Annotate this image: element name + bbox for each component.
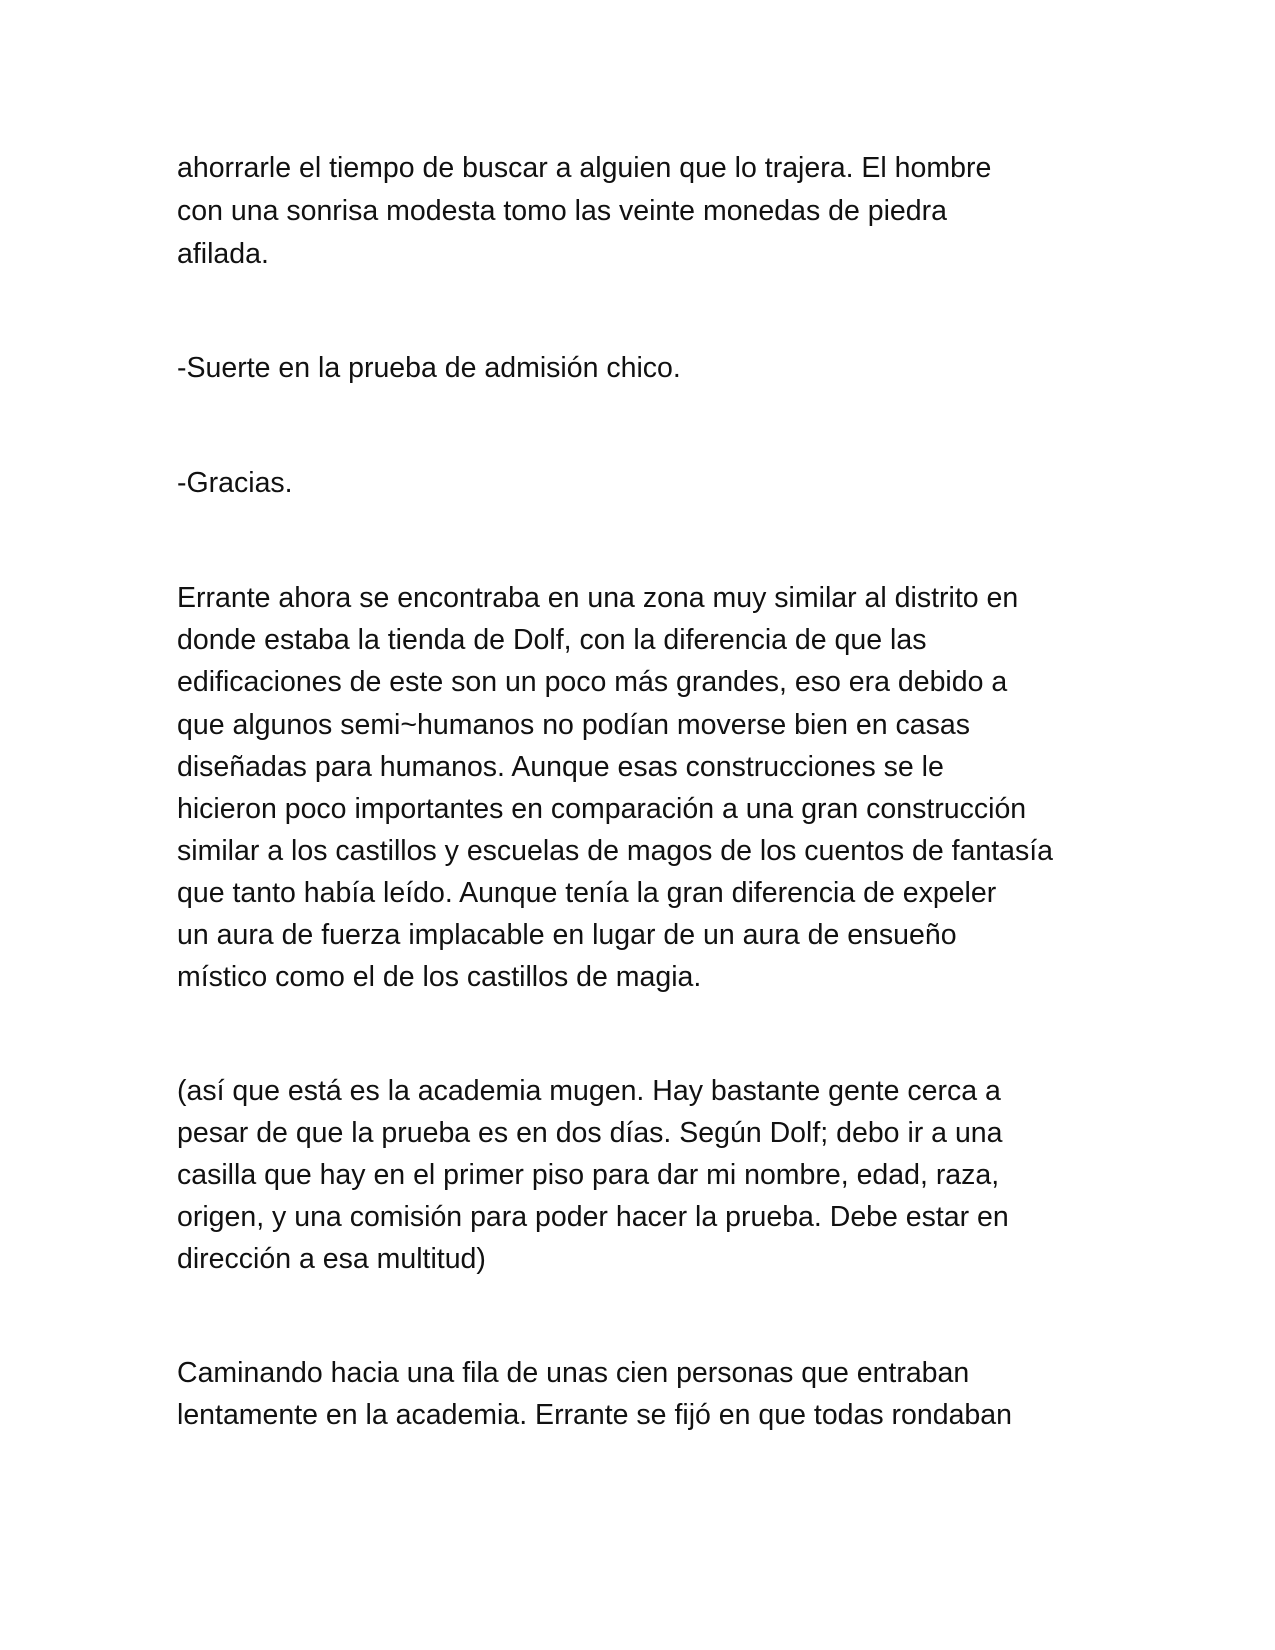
paragraph-line: que algunos semi~humanos no podían moverse bien en casas bbox=[177, 709, 970, 741]
paragraph-line: hicieron poco importantes en comparación a una gran construcción bbox=[177, 793, 1027, 825]
paragraph-line: casilla que hay en el primer piso para dar mi nombre, edad, raza, bbox=[177, 1159, 1000, 1191]
paragraph-line: (así que está es la academia mugen. Hay bastante gente cerca a bbox=[177, 1075, 1001, 1107]
paragraph-line: místico como el de los castillos de magia. bbox=[177, 961, 702, 993]
paragraph-line: lentamente en la academia. Errante se fijó en que todas rondaban bbox=[177, 1399, 1012, 1431]
dialogue-line: -Gracias. bbox=[177, 467, 293, 499]
paragraph-line: edificaciones de este son un poco más grandes, eso era debido a bbox=[177, 666, 1008, 698]
paragraph-line: Errante ahora se encontraba en una zona muy similar al distrito en bbox=[177, 582, 1019, 614]
paragraph-line: similar a los castillos y escuelas de magos de los cuentos de fantasía bbox=[177, 835, 1054, 867]
paragraph-line: pesar de que la prueba es en dos días. Según Dolf; debo ir a una bbox=[177, 1117, 1003, 1149]
dialogue-line: -Suerte en la prueba de admisión chico. bbox=[177, 352, 681, 384]
paragraph-line: ahorrarle el tiempo de buscar a alguien que lo trajera. El hombre bbox=[177, 152, 992, 184]
paragraph-line: un aura de fuerza implacable en lugar de un aura de ensueño bbox=[177, 919, 957, 951]
paragraph-line: origen, y una comisión para poder hacer la prueba. Debe estar en bbox=[177, 1201, 1009, 1233]
paragraph-line: diseñadas para humanos. Aunque esas construcciones se le bbox=[177, 751, 944, 783]
paragraph-line: Caminando hacia una fila de unas cien personas que entraban bbox=[177, 1357, 970, 1389]
paragraph-line: donde estaba la tienda de Dolf, con la diferencia de que las bbox=[177, 624, 927, 656]
paragraph-line: afilada. bbox=[177, 238, 269, 270]
paragraph-line: que tanto había leído. Aunque tenía la gran diferencia de expeler bbox=[177, 877, 997, 909]
paragraph-line: dirección a esa multitud) bbox=[177, 1243, 486, 1275]
paragraph-line: con una sonrisa modesta tomo las veinte monedas de piedra bbox=[177, 195, 947, 227]
